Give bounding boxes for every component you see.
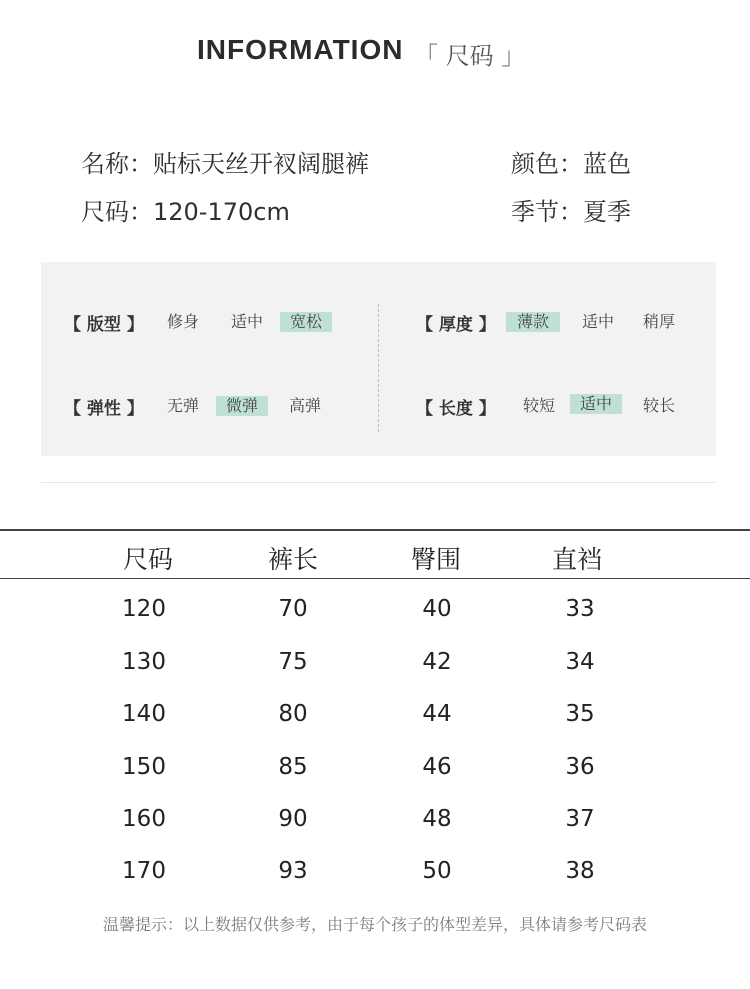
table-cell: 42 [422,649,452,675]
attr-thickness-label: 【 厚度 】 [416,315,496,335]
attr-length-option: 较长 [642,396,675,415]
table-cell: 34 [565,649,595,675]
table-cell: 130 [122,649,166,675]
table-cell: 93 [278,858,308,884]
attribute-divider [378,304,379,432]
table-cell: 140 [122,701,166,727]
attr-elasticity-option: 微弹 [216,396,268,416]
attr-elasticity-label: 【 弹性 】 [64,399,144,419]
table-cell: 35 [565,701,595,727]
product-name: 名称：贴标天丝开衩阔腿裤 [81,150,369,178]
attr-elasticity-option: 无弹 [166,396,199,415]
attr-fit-label: 【 版型 】 [64,315,144,335]
attr-length-option: 适中 [570,394,622,414]
attr-elasticity-option: 高弹 [288,396,321,415]
attr-thickness-option: 稍厚 [642,312,675,331]
attr-fit-option: 宽松 [280,312,332,332]
page-subtitle: 「 尺码 」 [414,42,526,70]
table-top-border [0,529,750,531]
table-header-hip: 臀围 [410,545,461,574]
table-cell: 33 [565,596,595,622]
attr-length-label: 【 长度 】 [416,399,496,419]
attr-thickness-option: 薄款 [506,312,560,332]
attr-fit-option: 修身 [166,312,199,331]
table-cell: 36 [565,754,595,780]
table-cell: 150 [122,754,166,780]
table-cell: 170 [122,858,166,884]
page-title: INFORMATION [197,34,404,65]
attr-fit-option: 适中 [230,312,263,331]
table-cell: 70 [278,596,308,622]
table-cell: 48 [422,806,452,832]
footnote: 温馨提示：以上数据仅供参考，由于每个孩子的体型差异，具体请参考尺码表 [102,915,647,934]
table-header-size: 尺码 [122,545,173,574]
product-season: 季节：夏季 [511,198,631,226]
product-size-range: 尺码：120-170cm [81,198,290,226]
table-cell: 38 [565,858,595,884]
section-divider [41,482,716,483]
table-header-rise: 直裆 [551,545,602,574]
product-color: 颜色：蓝色 [511,150,631,178]
table-header-border [0,578,750,579]
table-cell: 90 [278,806,308,832]
table-cell: 80 [278,701,308,727]
table-cell: 40 [422,596,452,622]
table-cell: 37 [565,806,595,832]
attr-length-option: 较短 [522,396,555,415]
attr-thickness-option: 适中 [581,312,614,331]
table-cell: 160 [122,806,166,832]
table-cell: 50 [422,858,452,884]
table-header-length: 裤长 [267,545,318,574]
table-cell: 120 [122,596,166,622]
table-cell: 85 [278,754,308,780]
table-cell: 44 [422,701,452,727]
table-cell: 46 [422,754,452,780]
table-cell: 75 [278,649,308,675]
